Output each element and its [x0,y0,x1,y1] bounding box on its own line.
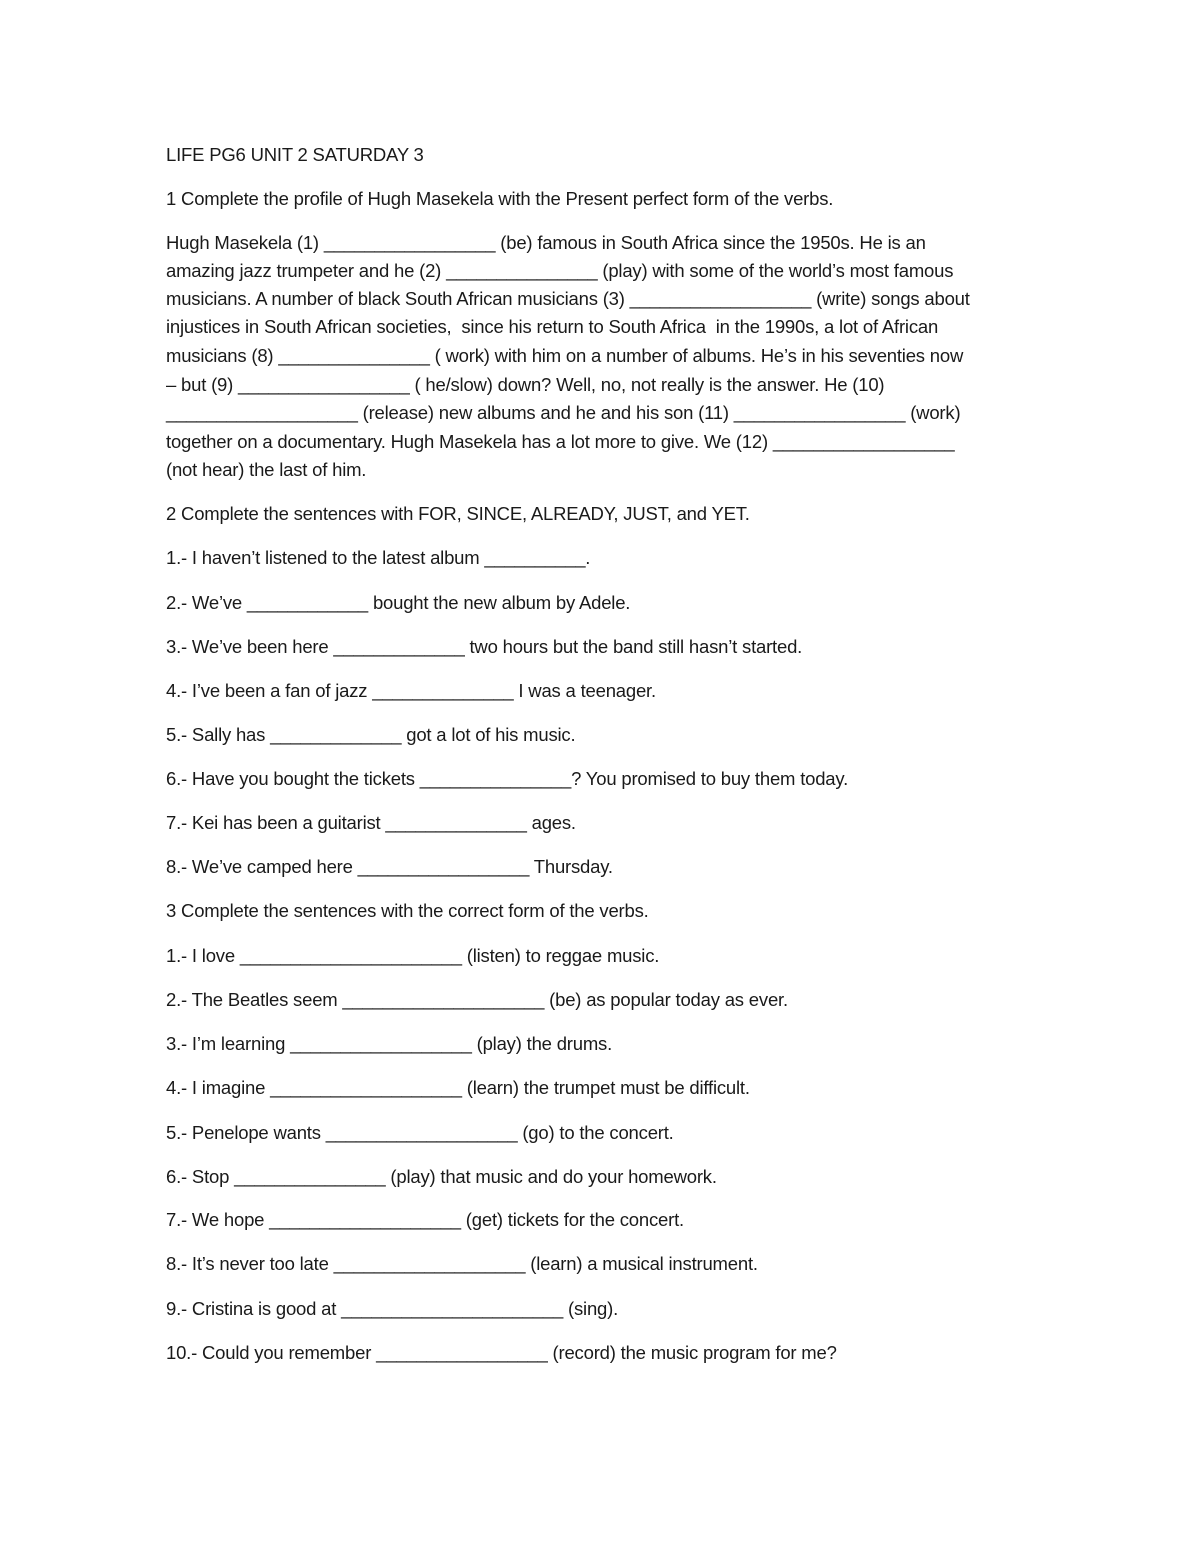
paragraph-line: ___________________ (release) new albums and he and his son (11) _________________ (work) [166,402,961,423]
exercise-item: 1.- I love ______________________ (listen) to reggae music. [166,945,660,966]
paragraph-line: Hugh Masekela (1) _________________ (be) famous in South Africa since the 1950s. He is an [166,232,926,253]
paragraph-line: together on a documentary. Hugh Masekela has a lot more to give. We (12) __________________ [166,431,955,452]
exercise-item: 5.- Penelope wants ___________________ (go) to the concert. [166,1122,674,1143]
section3-instruction: 3 Complete the sentences with the correct form of the verbs. [166,900,649,921]
document-title: LIFE PG6 UNIT 2 SATURDAY 3 [166,144,424,165]
paragraph-line: (not hear) the last of him. [166,459,367,480]
exercise-item: 6.- Stop _______________ (play) that music and do your homework. [166,1166,717,1187]
exercise-item: 3.- We’ve been here _____________ two hours but the band still hasn’t started. [166,636,803,657]
exercise-item: 2.- The Beatles seem ____________________ (be) as popular today as ever. [166,989,788,1010]
exercise-item: 1.- I haven’t listened to the latest album __________. [166,547,591,568]
section1-instruction: 1 Complete the profile of Hugh Masekela with the Present perfect form of the verbs. [166,188,834,209]
exercise-item: 8.- It’s never too late ___________________ (learn) a musical instrument. [166,1253,758,1274]
exercise-item: 4.- I’ve been a fan of jazz ______________ I was a teenager. [166,680,656,701]
exercise-item: 2.- We’ve ____________ bought the new album by Adele. [166,592,631,613]
paragraph-line: amazing jazz trumpeter and he (2) _______________ (play) with some of the world’s most famous [166,260,954,281]
exercise-item: 3.- I’m learning __________________ (play) the drums. [166,1033,613,1054]
paragraph-line: injustices in South African societies, since his return to South Africa in the 1990s, a lot of African [166,316,939,337]
paragraph-line: musicians (8) _______________ ( work) with him on a number of albums. He’s in his seventies now [166,345,964,366]
exercise-item: 8.- We’ve camped here _________________ Thursday. [166,856,613,877]
exercise-item: 6.- Have you bought the tickets _______________? You promised to buy them today. [166,768,849,789]
exercise-item: 7.- We hope ___________________ (get) tickets for the concert. [166,1209,684,1230]
exercise-item: 7.- Kei has been a guitarist ______________ ages. [166,812,576,833]
paragraph-line: musicians. A number of black South African musicians (3) __________________ (write) songs about [166,288,970,309]
exercise-item: 4.- I imagine ___________________ (learn) the trumpet must be difficult. [166,1077,750,1098]
paragraph-line: – but (9) _________________ ( he/slow) down? Well, no, not really is the answer. He (10) [166,374,885,395]
exercise-item: 5.- Sally has _____________ got a lot of his music. [166,724,576,745]
exercise-item: 10.- Could you remember _________________ (record) the music program for me? [166,1342,837,1363]
section2-instruction: 2 Complete the sentences with FOR, SINCE, ALREADY, JUST, and YET. [166,503,750,524]
exercise-item: 9.- Cristina is good at ______________________ (sing). [166,1298,619,1319]
